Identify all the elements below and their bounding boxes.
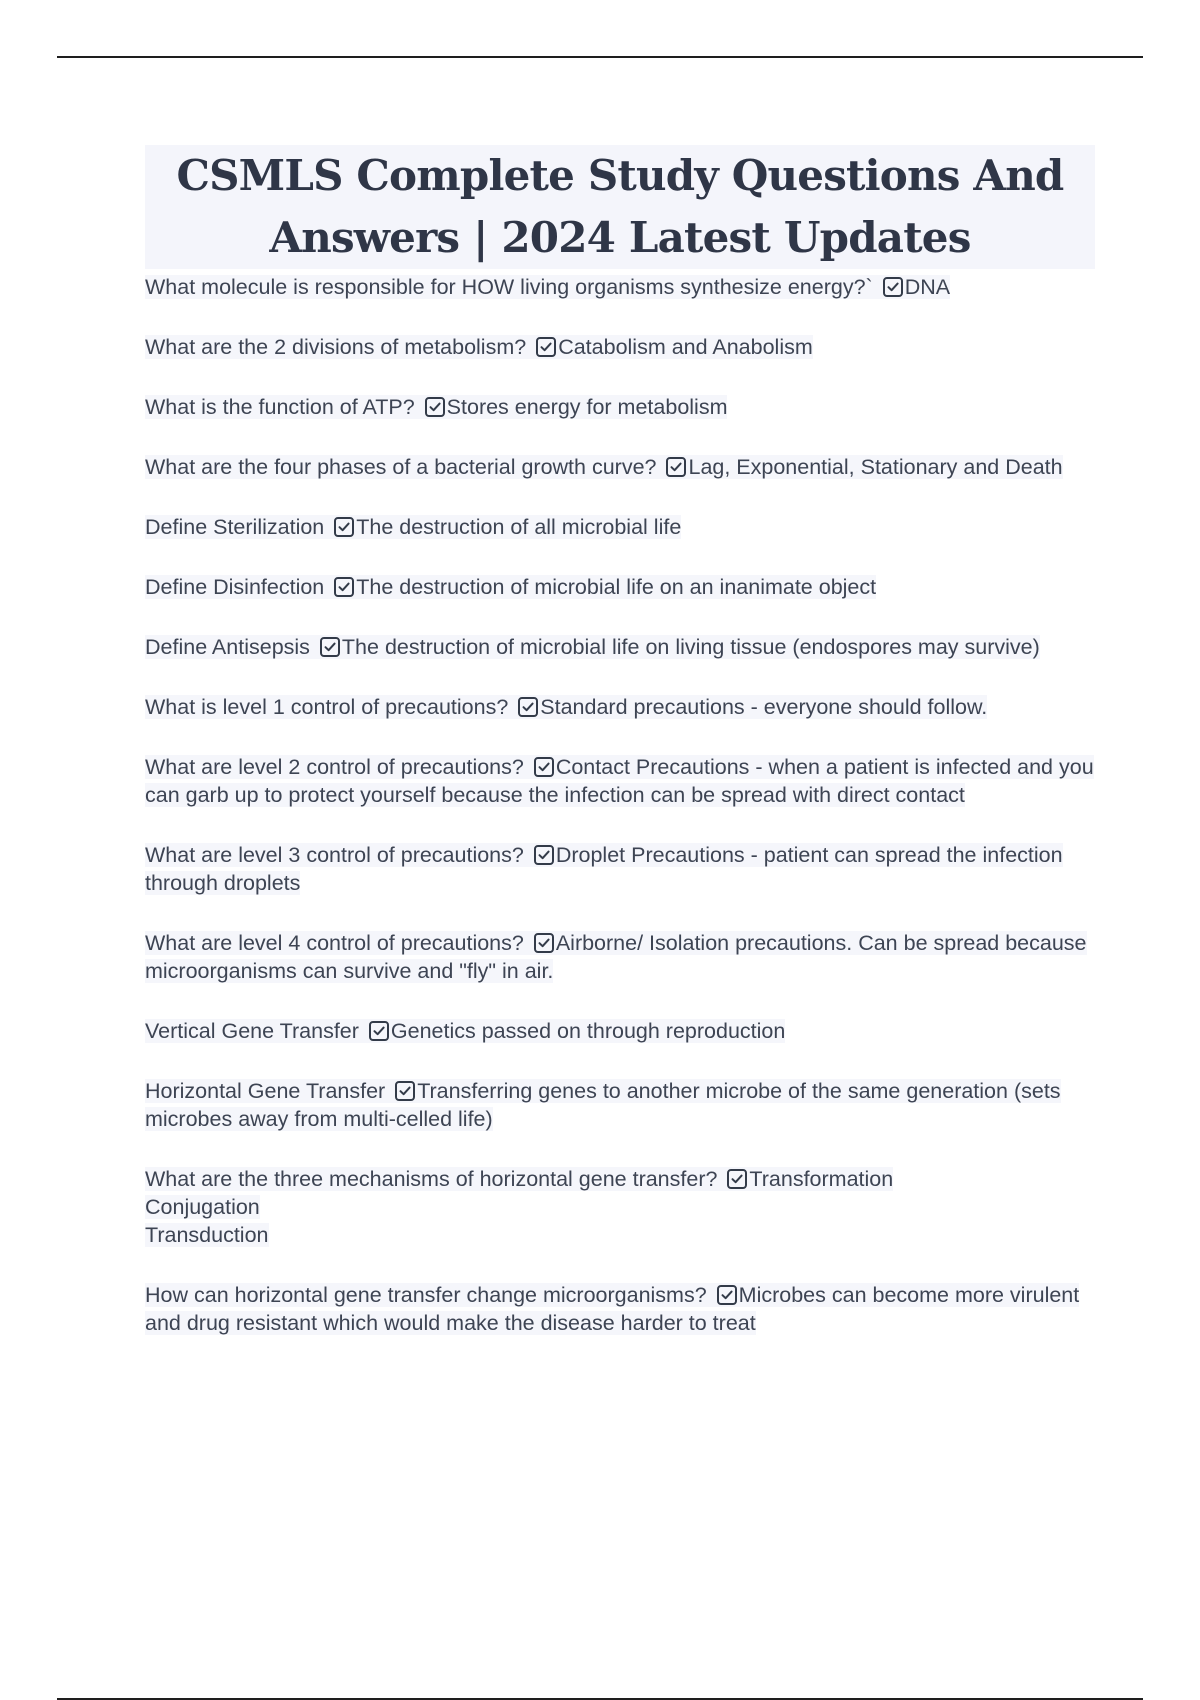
- checkbox-checked-icon: [534, 757, 554, 777]
- answer-text: Contact Precautions - when a patient is infected and you can garb up to protect yourself because the infection can be spread with direct contact: [145, 755, 1094, 807]
- question-text: Define Antisepsis: [145, 635, 310, 659]
- checkbox-checked-icon: [395, 1081, 415, 1101]
- answer-text: The destruction of microbial life on living tissue (endospores may survive): [341, 635, 1040, 659]
- qa-text: [145, 335, 813, 359]
- top-rule: [57, 56, 1143, 58]
- qa-text: [145, 695, 987, 719]
- qa-text: [145, 1167, 893, 1247]
- question-text: Horizontal Gene Transfer: [145, 1079, 386, 1103]
- qa-list: [145, 273, 1095, 1337]
- checkbox-checked-icon: [425, 397, 445, 417]
- checkbox-checked-icon: [536, 337, 556, 357]
- question-text: What are level 3 control of precautions?: [145, 843, 524, 867]
- answer-text: Lag, Exponential, Stationary and Death: [688, 455, 1063, 479]
- qa-text: [145, 755, 1094, 807]
- checkbox-checked-icon: [320, 637, 340, 657]
- question-text: Vertical Gene Transfer: [145, 1019, 359, 1043]
- question-text: Define Sterilization: [145, 515, 325, 539]
- qa-item: [145, 633, 1095, 661]
- qa-item: [145, 273, 1095, 301]
- answer-text: Catabolism and Anabolism: [558, 335, 813, 359]
- answer-text: Stores energy for metabolism: [446, 395, 728, 419]
- qa-text: [145, 1079, 1061, 1131]
- qa-item: [145, 573, 1095, 601]
- qa-item: [145, 841, 1095, 897]
- question-text: What are the three mechanisms of horizontal gene transfer?: [145, 1167, 718, 1191]
- question-text: How can horizontal gene transfer change microorganisms?: [145, 1283, 707, 1307]
- answer-text: Genetics passed on through reproduction: [390, 1019, 786, 1043]
- question-text: What are level 2 control of precautions?: [145, 755, 524, 779]
- question-text: What are level 4 control of precautions?: [145, 931, 524, 955]
- answer-text: The destruction of all microbial life: [356, 515, 682, 539]
- answer-text: Microbes can become more virulent and drug resistant which would make the disease harder to treat: [145, 1283, 1080, 1335]
- question-text: What are the four phases of a bacterial growth curve?: [145, 455, 657, 479]
- answer-text: Transformation Conjugation Transduction: [145, 1167, 894, 1247]
- question-text: What is level 1 control of precautions?: [145, 695, 509, 719]
- answer-text: Droplet Precautions - patient can spread the infection through droplets: [145, 843, 1063, 895]
- qa-text: [145, 395, 727, 419]
- qa-item: [145, 333, 1095, 361]
- qa-text: [145, 635, 1040, 659]
- checkbox-checked-icon: [534, 845, 554, 865]
- answer-text: Airborne/ Isolation precautions. Can be spread because microorganisms can survive and "fly" in air.: [145, 931, 1087, 983]
- answer-text: DNA: [904, 275, 951, 299]
- question-text: Define Disinfection: [145, 575, 325, 599]
- qa-item: [145, 1281, 1095, 1337]
- checkbox-checked-icon: [666, 457, 686, 477]
- checkbox-checked-icon: [518, 697, 538, 717]
- qa-item: [145, 393, 1095, 421]
- qa-text: [145, 843, 1063, 895]
- checkbox-checked-icon: [369, 1021, 389, 1041]
- qa-text: [145, 1283, 1079, 1335]
- checkbox-checked-icon: [727, 1169, 747, 1189]
- checkbox-checked-icon: [334, 517, 354, 537]
- qa-item: [145, 753, 1095, 809]
- checkbox-checked-icon: [883, 277, 903, 297]
- answer-text: Transferring genes to another microbe of the same generation (sets microbes away from multi-celled life): [145, 1079, 1061, 1131]
- answer-text: Standard precautions - everyone should follow.: [540, 695, 988, 719]
- qa-text: [145, 575, 876, 599]
- qa-text: [145, 275, 950, 299]
- question-text: What is the function of ATP?: [145, 395, 415, 419]
- qa-text: [145, 455, 1063, 479]
- qa-item: [145, 1017, 1095, 1045]
- qa-text: [145, 515, 681, 539]
- checkbox-checked-icon: [534, 933, 554, 953]
- question-text: What are the 2 divisions of metabolism?: [145, 335, 527, 359]
- document-title: CSMLS Complete Study Questions And Answers | 2024 Latest Updates: [145, 145, 1095, 269]
- question-text: What molecule is responsible for HOW living organisms synthesize energy?`: [145, 275, 873, 299]
- qa-text: [145, 1019, 785, 1043]
- checkbox-checked-icon: [334, 577, 354, 597]
- qa-item: [145, 513, 1095, 541]
- qa-item: [145, 693, 1095, 721]
- qa-item: [145, 1077, 1095, 1133]
- qa-item: [145, 453, 1095, 481]
- document-body: [145, 145, 1095, 1369]
- checkbox-checked-icon: [717, 1285, 737, 1305]
- qa-item: [145, 929, 1095, 985]
- qa-item: [145, 1165, 1095, 1249]
- qa-text: [145, 931, 1087, 983]
- answer-text: The destruction of microbial life on an inanimate object: [356, 575, 877, 599]
